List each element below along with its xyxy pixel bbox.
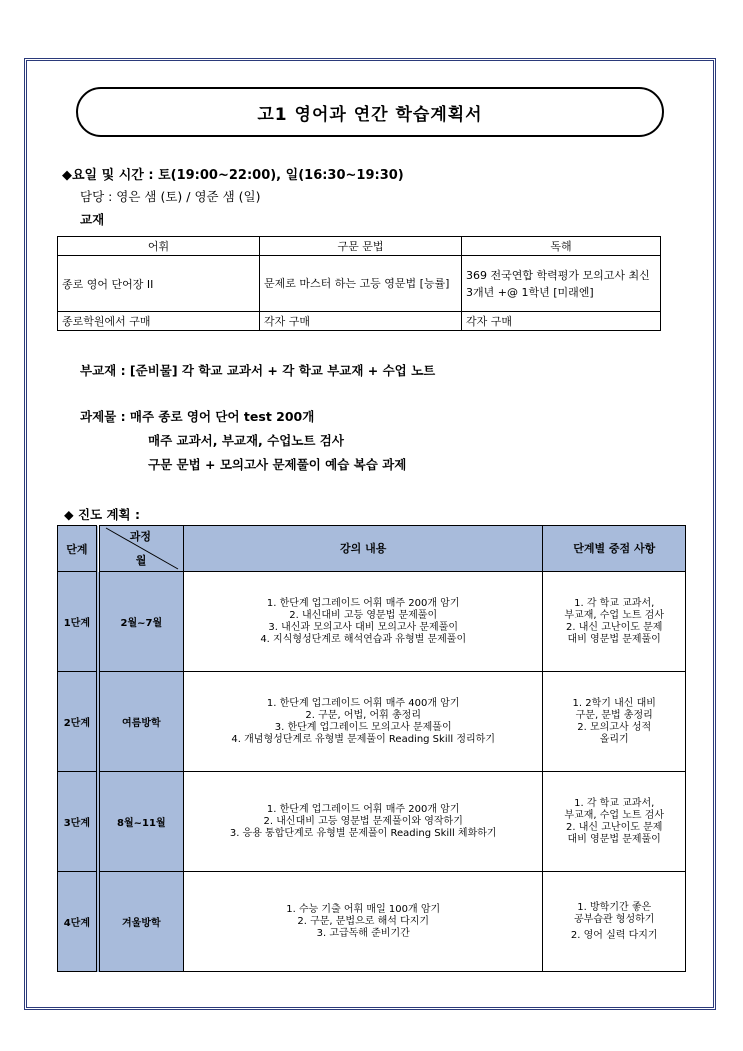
period-cell: 8월~11월 [98, 772, 184, 872]
col-header-reading: 독해 [462, 237, 661, 256]
content-line: 3. 한단계 업그레이드 모의고사 문제풀이 [274, 721, 452, 733]
header-focus: 단계별 중점 사항 [543, 526, 686, 572]
content-line: 4. 지식형성단계로 해석연습과 유형별 문제풀이 [260, 633, 467, 645]
stage-cell: 3단계 [58, 772, 98, 872]
sub-textbook-line: 부교재 : [준비물] 각 학교 교과서 + 각 학교 부교재 + 수업 노트 [80, 363, 436, 378]
focus-cell [543, 772, 686, 872]
focus-line: 구문, 문법 총정리 [575, 709, 653, 721]
book-vocab: 종로 영어 단어장 II [58, 256, 260, 312]
progress-heading: ◆ 진도 계획 : [64, 507, 140, 522]
purchase-reading: 각자 구매 [462, 312, 661, 331]
content-line: 2. 구문, 문법으로 해석 다지기 [297, 915, 430, 927]
content-line: 1. 한단계 업그레이드 어휘 매주 200개 암기 [266, 597, 460, 609]
col-header-vocab: 어휘 [58, 237, 260, 256]
focus-cell [543, 872, 686, 972]
period-cell: 겨울방학 [98, 872, 184, 972]
header-month: 월 [135, 554, 147, 567]
content-cell [184, 772, 543, 872]
focus-cell [543, 672, 686, 772]
content-cell [184, 572, 543, 672]
plan-row [58, 572, 686, 672]
stage-cell: 2단계 [58, 672, 98, 772]
content-line: 2. 구문, 어법, 어휘 총정리 [305, 709, 421, 721]
teacher-line: 담당 : 영은 샘 (토) / 영준 샘 (일) [80, 189, 261, 204]
period-cell: 여름방학 [98, 672, 184, 772]
content-cell [184, 872, 543, 972]
content-line: 3. 응용 통합단계로 유형별 문제풀이 Reading Skill 체화하기 [229, 827, 497, 839]
purchase-grammar: 각자 구매 [260, 312, 462, 331]
book-grammar: 문제로 마스터 하는 고등 영문법 [능률] [260, 256, 462, 312]
focus-line: 부교재, 수업 노트 검사 [564, 809, 665, 821]
stage-cell: 1단계 [58, 572, 98, 672]
focus-line: 대비 영문법 문제풀이 [567, 833, 661, 845]
schedule-line: ◆요일 및 시간 : 토(19:00~22:00), 일(16:30~19:30) [62, 168, 404, 183]
content-line: 2. 내신대비 고등 영문법 문제풀이와 영작하기 [263, 815, 463, 827]
focus-line: 올리기 [599, 733, 629, 745]
document-title: 고1 영어과 연간 학습계획서 [257, 104, 483, 125]
title-banner [76, 87, 664, 137]
content-line: 3. 고급독해 준비기간 [316, 927, 410, 939]
book-reading: 369 전국연합 학력평가 모의고사 최신 3개년 +@ 1학년 [미래엔] [462, 256, 661, 312]
plan-row [58, 672, 686, 772]
header-course: 과정 [129, 530, 151, 543]
content-line: 1. 한단계 업그레이드 어휘 매주 400개 암기 [266, 697, 460, 709]
header-content: 강의 내용 [184, 526, 543, 572]
homework-line-3: 구문 문법 + 모의고사 문제풀이 예습 복습 과제 [148, 457, 407, 472]
focus-cell [543, 572, 686, 672]
content-line: 2. 내신대비 고등 영문법 문제풀이 [289, 609, 438, 621]
progress-plan-table [57, 525, 686, 972]
header-stage: 단계 [58, 526, 98, 572]
focus-line: 1. 2학기 내신 대비 [572, 697, 656, 709]
textbook-label: 교재 [80, 212, 105, 227]
content-line: 1. 수능 기출 어휘 매일 100개 암기 [286, 903, 441, 915]
focus-line: 대비 영문법 문제풀이 [567, 633, 661, 645]
focus-line: 1. 각 학교 교과서, [574, 797, 655, 809]
plan-row [58, 872, 686, 972]
content-line: 3. 내신과 모의고사 대비 모의고사 문제풀이 [268, 621, 459, 633]
content-line: 4. 개념형성단계로 유형별 문제풀이 Reading Skill 정리하기 [231, 733, 495, 745]
focus-line: 공부습관 형성하기 [573, 913, 655, 925]
stage-cell: 4단계 [58, 872, 98, 972]
focus-line: 부교재, 수업 노트 검사 [564, 609, 665, 621]
focus-line: 1. 각 학교 교과서, [574, 597, 655, 609]
content-cell [184, 672, 543, 772]
purchase-vocab: 종로학원에서 구매 [58, 312, 260, 331]
focus-line: 2. 내신 고난이도 문제 [566, 621, 663, 633]
content-line: 1. 한단계 업그레이드 어휘 매주 200개 암기 [266, 803, 460, 815]
homework-line-1: 과제물 : 매주 종로 영어 단어 test 200개 [80, 409, 315, 424]
col-header-grammar: 구문 문법 [260, 237, 462, 256]
textbook-table [57, 236, 661, 331]
focus-line: 2. 모의고사 성적 [577, 721, 652, 733]
homework-line-2: 매주 교과서, 부교재, 수업노트 검사 [148, 433, 344, 448]
focus-line: 1. 방학기간 좋은 [577, 901, 652, 913]
focus-line: 2. 내신 고난이도 문제 [566, 821, 663, 833]
focus-line: 2. 영어 실력 다지기 [570, 929, 658, 941]
period-cell: 2월~7월 [98, 572, 184, 672]
plan-row [58, 772, 686, 872]
header-course-month [98, 526, 184, 572]
